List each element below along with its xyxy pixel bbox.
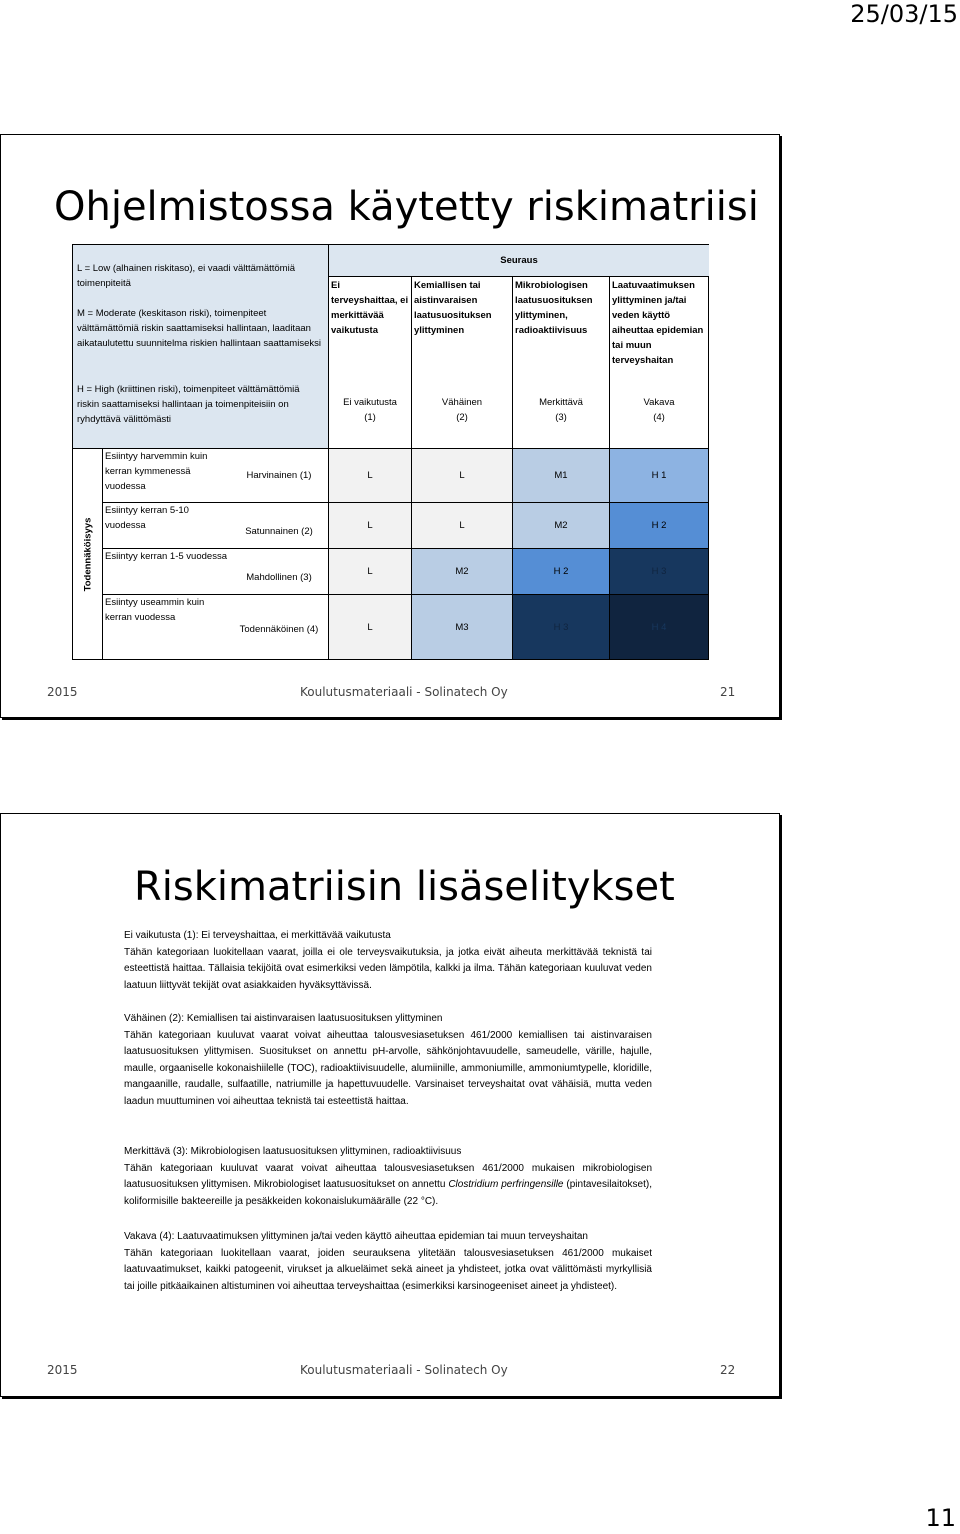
legend-low: L = Low (alhainen riskitaso), ei vaadi välttämättömiä toimenpiteitä xyxy=(77,263,295,289)
matrix-cell-4-3: H 3 xyxy=(512,594,609,660)
section-body: Tähän kategoriaan luokitellaan vaarat, joilla ei ole terveysvaikutuksia, ja jotka eivät aiheuta merkittävää teknistä tai esteettistä haittaa. Tällaisia tekijöitä ovat esimerkiksi veden lämpötila, kalkki ja ilma. Tähän kategoriaan kuuluvat veden laatuun liittyvät tekijät ovat asiakkaiden hyväksyttävissä. xyxy=(124,946,652,991)
slide2-title: Riskimatriisin lisäselitykset xyxy=(134,864,675,910)
legend-high: H = High (kriittinen riski), toimenpiteet välttämättömiä riskin saattamiseksi hallintaan ja toimenpiteisiin on ryhdyttävä välittömästi xyxy=(77,384,300,425)
slide1-footer-page: 21 xyxy=(720,685,736,699)
likelihood-label-cell xyxy=(72,448,102,660)
matrix-cell-1-1: L xyxy=(328,448,411,502)
likelihood-desc-4: Esiintyy useammin kuin kerran vuodessa xyxy=(102,594,230,660)
header-date: 25/03/15 xyxy=(850,0,958,28)
matrix-cell-3-4: H 3 xyxy=(609,548,709,594)
matrix-cell-4-2: M3 xyxy=(411,594,512,660)
section-body: Tähän kategoriaan kuuluvat vaarat voivat aiheuttaa talousvesiasetuksen 461/2000 kemiallisen tai aistinvaraisen laatusuosituksen ylittymisen. Suositukset on annettu pH-arvolle, sähkönjohtavuudelle, sameudelle, värille, hajulle, maulle, orgaaniselle kokonaishiilelle (TOC), radioaktiivisuudelle, alumiinille, ammoniumille, ammoniumtypelle, kloridille, mangaanille, raudalle, sulfaatille, natriumille ja hapettuvuudelle. Varsinaiset terveyshaitat ovat vähäisiä, mutta veden laadun muuttuminen voi aiheuttaa teknistä tai esteettistä haittaa. xyxy=(124,1029,652,1107)
slide2-footer-page: 22 xyxy=(720,1363,736,1377)
legend-box xyxy=(72,244,328,372)
matrix-cell-3-2: M2 xyxy=(411,548,512,594)
consequence-level-num: (4) xyxy=(653,412,665,423)
section-body: Tähän kategoriaan luokitellaan vaarat, joiden seurauksena ylitetään talousvesiasetuksen 461/2000 mukaiset laatuvaatimukset, kaikki patogeenit, virukset ja alkueläimet sekä aineet ja yhdisteet, jotka ovat välittömästi myrkyllisiä tai joille pitkäaikainen altistuminen voi aiheuttaa terveyshaittaa (esimerkiksi karsinogeeniset aineet ja yhdisteet). xyxy=(124,1247,652,1292)
slide1-title: Ohjelmistossa käytetty riskimatriisi xyxy=(54,184,759,230)
consequence-level-2 xyxy=(411,372,512,448)
section-merkittava xyxy=(124,1144,652,1210)
consequence-level-name: Ei vaikutusta xyxy=(343,397,397,408)
page-number: 11 xyxy=(925,1504,956,1532)
consequence-level-num: (3) xyxy=(555,412,567,423)
consequence-desc-2: Kemiallisen tai aistinvaraisen laatusuosituksen ylittyminen xyxy=(411,276,512,372)
likelihood-desc-1: Esiintyy harvemmin kuin kerran kymmenessä vuodessa xyxy=(102,448,230,502)
section-body-italic: Clostridium perfringensille xyxy=(448,1179,564,1191)
matrix-cell-1-4: H 1 xyxy=(609,448,709,502)
consequence-level-name: Vähäinen xyxy=(441,397,483,408)
likelihood-level-1: Harvinainen (1) xyxy=(230,448,328,502)
matrix-cell-1-2: L xyxy=(411,448,512,502)
section-body-text: Tähän kategoriaan kuuluvat vaarat voivat aiheuttaa talousvesiasetuksen 461/2000 mukaisen mikrobiologisen laatusuosituksen ylittymisen. Mikrobiologiset laatusuositukset on annettu xyxy=(124,1162,652,1191)
matrix-cell-1-3: M1 xyxy=(512,448,609,502)
matrix-cell-4-1: L xyxy=(328,594,411,660)
matrix-cell-3-1: L xyxy=(328,548,411,594)
section-body-text-end: (pintavesilaitokset), koliformisille bakteereille ja pesäkkeiden kokonaislukumäärälle (22 °C). xyxy=(124,1179,653,1207)
section-ei-vaikutusta xyxy=(124,928,652,994)
section-vakava xyxy=(124,1229,652,1295)
likelihood-desc-3: Esiintyy kerran 1-5 vuodessa xyxy=(102,548,230,594)
slide2-footer-year: 2015 xyxy=(47,1363,78,1377)
consequence-desc-3: Mikrobiologisen laatusuosituksen ylittyminen, radioaktiivisuus xyxy=(512,276,609,372)
section-heading: Vakava (4): Laatuvaatimuksen ylittyminen ja/tai veden käyttö aiheuttaa epidemian tai muun terveyshaitan xyxy=(124,1231,588,1242)
matrix-cell-2-1: L xyxy=(328,502,411,548)
consequence-header: Seuraus xyxy=(328,244,709,276)
consequence-level-num: (2) xyxy=(456,412,468,423)
risk-matrix xyxy=(72,244,709,660)
consequence-level-num: (1) xyxy=(364,412,376,423)
slide1-footer-year: 2015 xyxy=(47,685,78,699)
section-heading: Vähäinen (2): Kemiallisen tai aistinvaraisen laatusuosituksen ylittyminen xyxy=(124,1013,443,1024)
legend-moderate: M = Moderate (keskitason riski), toimenpiteet välttämättömiä riskin saattamiseksi hallintaan, laaditaan aikataulutettu suunnitelma riskien hallintaan saattamiseksi xyxy=(77,308,321,349)
consequence-desc-4: Laatuvaatimuksen ylittyminen ja/tai veden käyttö aiheuttaa epidemian tai muun terveyshaitan xyxy=(609,276,709,372)
section-vahainen xyxy=(124,1011,652,1111)
slide1-footer-center: Koulutusmateriaali - Solinatech Oy xyxy=(300,685,508,699)
consequence-level-name: Merkittävä xyxy=(539,397,583,408)
consequence-level-4 xyxy=(609,372,709,448)
consequence-desc-1: Ei terveyshaittaa, ei merkittävää vaikutusta xyxy=(328,276,411,372)
matrix-cell-2-3: M2 xyxy=(512,502,609,548)
matrix-cell-4-4: H 4 xyxy=(609,594,709,660)
likelihood-label: Todennäköisyys xyxy=(82,517,93,591)
likelihood-level-3: Mahdollinen (3) xyxy=(230,548,328,594)
matrix-cell-3-3: H 2 xyxy=(512,548,609,594)
matrix-cell-2-4: H 2 xyxy=(609,502,709,548)
consequence-level-name: Vakava xyxy=(643,397,675,408)
section-heading: Merkittävä (3): Mikrobiologisen laatusuosituksen ylittyminen, radioaktiivisuus xyxy=(124,1146,462,1157)
legend-box-high xyxy=(72,372,328,448)
likelihood-desc-2: Esiintyy kerran 5-10 vuodessa xyxy=(102,502,230,548)
likelihood-level-4: Todennäköinen (4) xyxy=(230,594,328,660)
matrix-cell-2-2: L xyxy=(411,502,512,548)
likelihood-level-2: Satunnainen (2) xyxy=(230,502,328,548)
section-body xyxy=(124,1161,652,1211)
consequence-level-3 xyxy=(512,372,609,448)
consequence-level-1 xyxy=(328,372,411,448)
slide2-footer-center: Koulutusmateriaali - Solinatech Oy xyxy=(300,1363,508,1377)
section-heading: Ei vaikutusta (1): Ei terveyshaittaa, ei merkittävää vaikutusta xyxy=(124,930,391,941)
